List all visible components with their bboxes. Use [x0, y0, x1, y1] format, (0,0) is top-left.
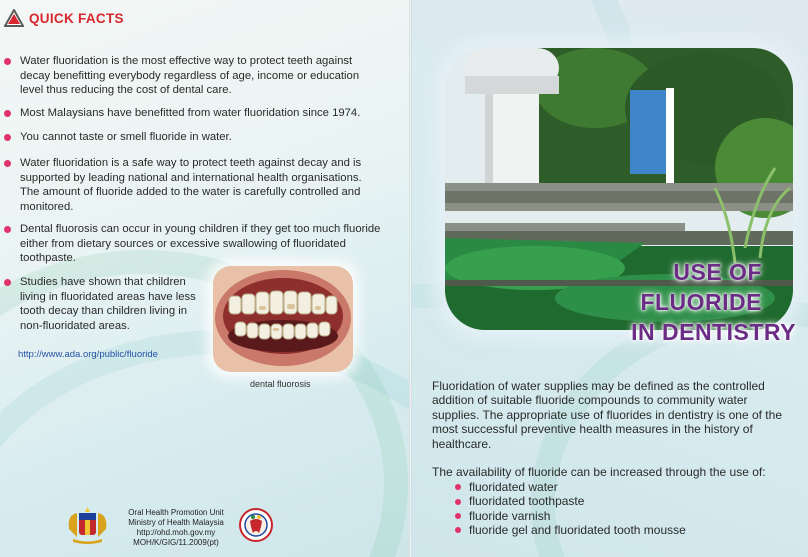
title-line: IN DENTISTRY — [631, 319, 796, 345]
title-line: FLUORIDE — [640, 289, 762, 315]
list-item — [455, 523, 686, 537]
method-text: fluoridated toothpaste — [469, 494, 585, 509]
bullet-icon — [455, 513, 461, 519]
quick-facts-header — [4, 9, 124, 27]
fact-item — [4, 156, 382, 214]
bullet-icon — [4, 134, 11, 141]
availability-heading: The availability of fluoride can be increased through the use of: — [432, 465, 766, 479]
list-item — [455, 509, 686, 523]
source-link[interactable]: http://www.ada.org/public/fluoride — [18, 349, 158, 360]
method-text: fluoride gel and fluoridated tooth mousse — [469, 523, 686, 538]
unit-info — [117, 508, 235, 548]
bullet-icon — [4, 58, 11, 65]
fact-item — [4, 130, 382, 145]
document-code: MOH/K/GIG/11.2009(pt) — [133, 538, 219, 547]
bullet-icon — [4, 110, 11, 117]
bullet-icon — [455, 484, 461, 490]
brochure-title — [631, 257, 796, 347]
quick-facts-title: QUICK FACTS — [29, 10, 124, 26]
fact-text: Most Malaysians have benefitted from water fluoridation since 1974. — [20, 107, 361, 119]
oral-health-logo — [239, 508, 273, 542]
fact-text: Studies have shown that children living in fluoridated areas have less tooth decay than children living in non-fluoridated areas. — [20, 276, 196, 332]
fact-item — [4, 222, 382, 266]
bullet-icon — [455, 527, 461, 533]
fluoride-methods-list — [455, 480, 686, 538]
ministry-name: Ministry of Health Malaysia — [128, 518, 224, 527]
fact-text: Water fluoridation is a safe way to protect teeth against decay and is supported by leading national and international health organisations. The amount of fluoride added to the water is carefully controlled and monitored. — [20, 157, 362, 213]
fact-item — [4, 54, 382, 98]
list-item — [455, 480, 686, 494]
fact-item — [4, 106, 382, 121]
unit-name: Oral Health Promotion Unit — [128, 508, 224, 517]
dental-fluorosis-photo — [213, 266, 353, 372]
list-item — [455, 494, 686, 508]
brochure-fold — [409, 0, 412, 557]
intro-paragraph: Fluoridation of water supplies may be defined as the controlled addition of suitable fluoride compounds to community water supplies. The appropriate use of fluorides in dentistry is one of the most successful preventive health measures in the history of healthcare. — [432, 379, 782, 451]
bullet-icon — [455, 499, 461, 505]
fact-text: Water fluoridation is the most effective way to protect teeth against decay benefitting everybody regardless of age, income or education level thus reducing the cost of dental care. — [20, 55, 360, 97]
bullet-icon — [4, 160, 11, 167]
method-text: fluoridated water — [469, 480, 558, 494]
title-line: USE OF — [673, 259, 762, 285]
photo-caption: dental fluorosis — [250, 379, 311, 389]
method-text: fluoride varnish — [469, 508, 551, 523]
unit-website: http://ohd.moh.gov.my — [136, 528, 216, 537]
fact-text: You cannot taste or smell fluoride in water. — [20, 131, 232, 143]
fact-item — [4, 275, 210, 333]
warning-triangle-icon — [4, 9, 24, 27]
bullet-icon — [4, 279, 11, 286]
bullet-icon — [4, 226, 11, 233]
malaysia-crest-logo — [65, 507, 110, 544]
fact-text: Dental fluorosis can occur in young children if they get too much fluoride either from dietary sources or excessive swallowing of fluoridated toothpaste. — [20, 223, 381, 265]
